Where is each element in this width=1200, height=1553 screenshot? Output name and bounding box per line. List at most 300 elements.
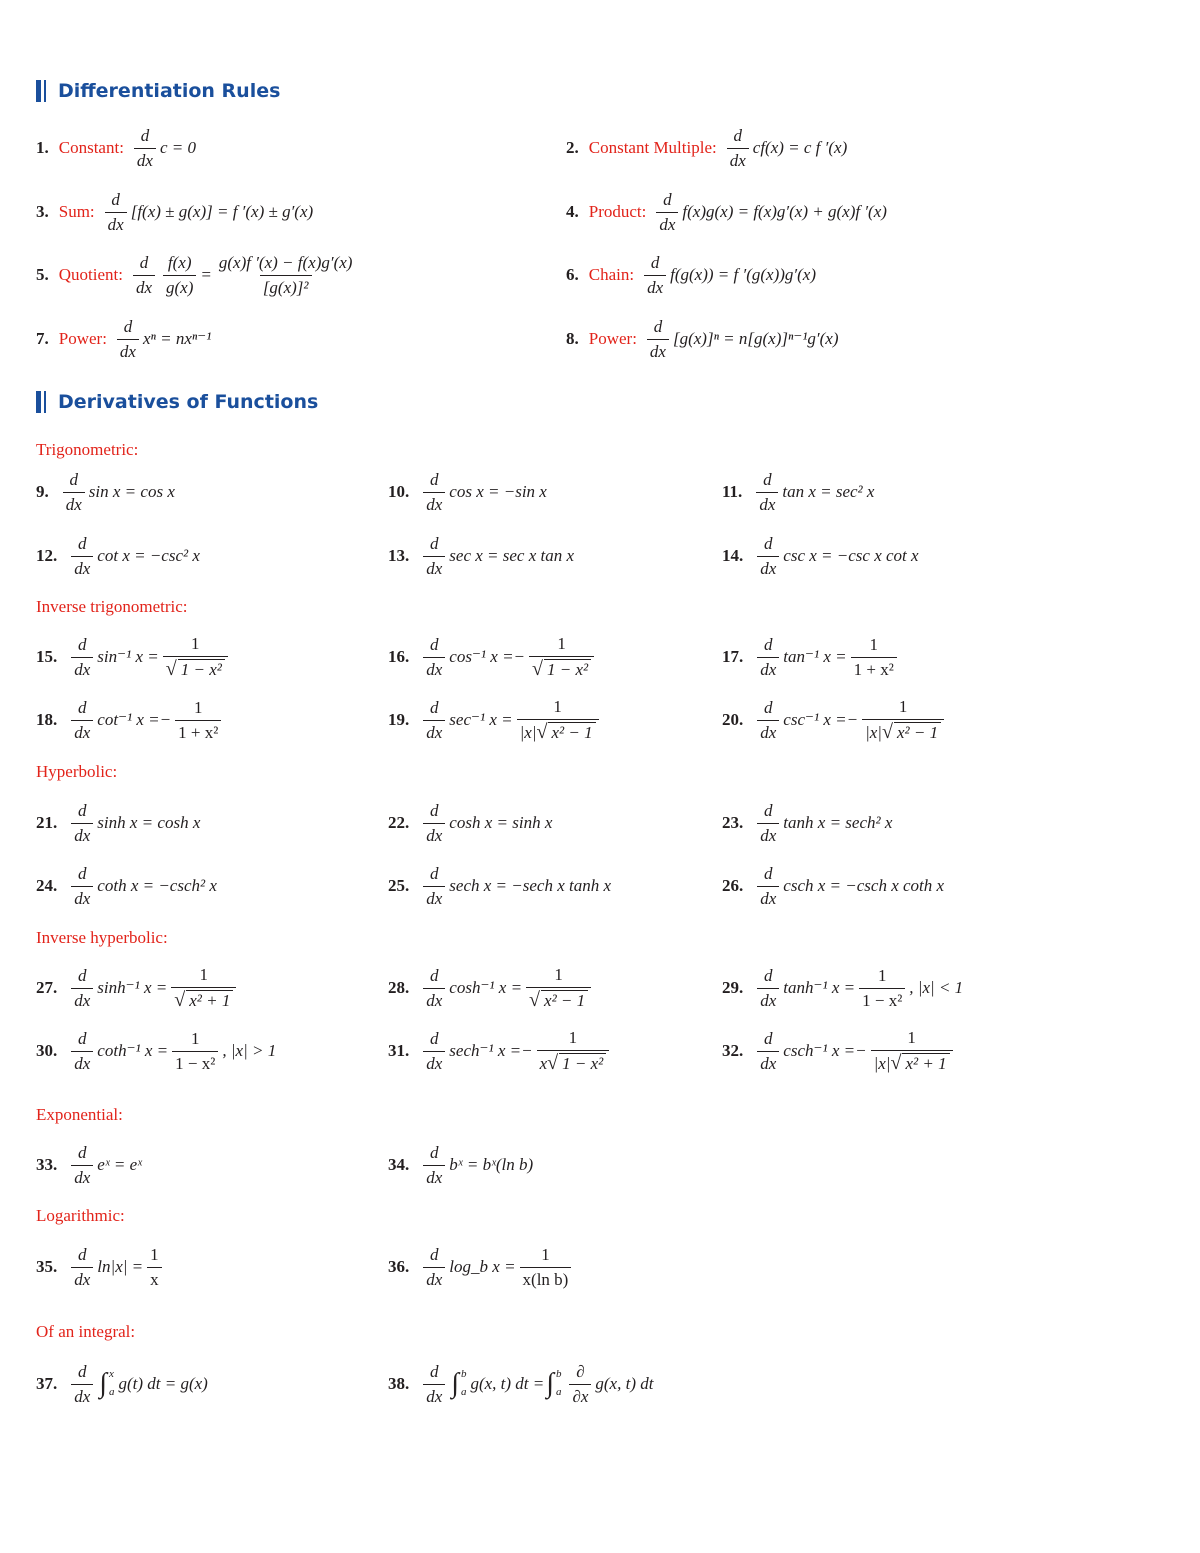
fraction-denominator: dx [423, 1165, 445, 1188]
derivative-expression: tan x = sec² x [782, 482, 875, 501]
fraction-numerator: d [650, 252, 660, 272]
fraction-denominator: dx [423, 823, 445, 846]
category-inverse-trigonometric: Inverse trigonometric: [36, 597, 188, 616]
denominator-group [540, 1054, 607, 1073]
derivative-number: 23. [722, 813, 744, 832]
fraction-denominator: dx [71, 1165, 93, 1188]
derivative-operator [423, 1362, 445, 1406]
derivative-operator [423, 1029, 445, 1073]
denominator-group [529, 991, 588, 1010]
derivative-22 [388, 793, 552, 853]
integral-expression: g(x, t) dt = [470, 1374, 545, 1393]
fraction-denominator: dx [71, 1384, 93, 1407]
derivative-15 [36, 627, 232, 687]
heading-bar-icon [36, 80, 41, 102]
rule-4 [566, 182, 887, 242]
radicand: x² + 1 [902, 1053, 949, 1074]
derivative-operator [71, 1362, 93, 1406]
derivative-lhs: sin⁻¹ x = [97, 647, 159, 666]
fraction-numerator: f(x) [167, 252, 192, 272]
derivative-lhs: log_b x = [449, 1257, 516, 1276]
fraction-denominator: dx [757, 886, 779, 909]
fraction-numerator: d [430, 634, 439, 654]
fraction-numerator: 1 [869, 634, 878, 654]
denominator-prefix: |x| [873, 1054, 891, 1074]
derivative-number: 20. [722, 710, 744, 729]
fraction-numerator: 1 [877, 965, 887, 985]
derivative-25 [388, 856, 611, 916]
lower-limit: a [108, 1386, 115, 1398]
derivative-number: 14. [722, 546, 744, 565]
radical-sign: √ [532, 658, 544, 681]
fraction-numerator: d [78, 697, 87, 717]
category-inverse-hyperbolic: Inverse hyperbolic: [36, 928, 168, 947]
derivative-11 [722, 462, 874, 522]
derivative-13 [388, 526, 574, 586]
derivative-lhs: csch⁻¹ x = [783, 1041, 856, 1060]
minus-sign: − [521, 1041, 533, 1060]
denominator-group [532, 660, 591, 679]
fraction-denominator: dx [423, 720, 445, 743]
fraction-denominator: dx [71, 823, 93, 846]
derivative-21 [36, 793, 200, 853]
fraction-denominator: dx [71, 988, 93, 1011]
result-fraction [171, 965, 236, 1011]
radical-sign: √ [174, 989, 186, 1012]
derivative-lhs: csc⁻¹ x = [783, 710, 847, 729]
fraction-denominator: dx [757, 1051, 779, 1074]
rule-name: Product: [588, 202, 647, 221]
lower-limit: a [555, 1386, 562, 1398]
fraction-numerator: d [430, 1244, 439, 1264]
result-fraction [147, 1245, 162, 1289]
fraction-numerator: 1 [199, 965, 209, 985]
derivative-number: 24. [36, 876, 58, 895]
derivative-number: 16. [388, 647, 410, 666]
derivative-operator [727, 126, 749, 170]
fraction-denominator: dx [105, 212, 127, 235]
derivative-operator [757, 864, 779, 908]
derivative-number: 10. [388, 482, 410, 501]
derivative-expression: sec x = sec x tan x [449, 546, 575, 565]
derivative-operator [105, 190, 127, 234]
minus-sign: − [159, 710, 172, 729]
radical-sign: √ [881, 721, 893, 744]
derivative-38 [388, 1354, 653, 1414]
fraction-numerator: g(x)f ′(x) − f(x)g′(x) [218, 252, 353, 272]
rule-name: Power: [58, 329, 107, 348]
fraction-numerator: d [733, 125, 742, 145]
derivative-12 [36, 526, 200, 586]
fraction-denominator: dx [423, 492, 445, 515]
fraction-denominator: dx [423, 556, 445, 579]
fraction-denominator: 1 − x² [859, 988, 905, 1011]
quotient-fraction [163, 253, 196, 297]
fraction-numerator: d [430, 863, 439, 883]
fraction-denominator: dx [644, 275, 666, 298]
rule-expression: c = 0 [159, 138, 196, 157]
derivative-number: 22. [388, 813, 410, 832]
derivative-number: 34. [388, 1155, 410, 1174]
integral-expression: g(t) dt = g(x) [118, 1374, 208, 1393]
derivative-operator [757, 534, 779, 578]
denominator-prefix: |x| [519, 723, 537, 743]
category-integral: Of an integral: [36, 1322, 136, 1341]
derivative-operator [647, 317, 669, 361]
derivative-16 [388, 627, 598, 687]
square-root [890, 1053, 949, 1074]
result-fraction [517, 697, 599, 743]
derivative-operator [757, 966, 779, 1010]
derivative-expression: csc x = −csc x cot x [783, 546, 919, 565]
derivative-34 [388, 1135, 533, 1195]
derivative-31 [388, 1021, 613, 1081]
fraction-denominator: dx [757, 720, 779, 743]
rule-number: 3. [36, 202, 49, 221]
fraction-numerator: d [430, 1361, 439, 1381]
derivative-number: 13. [388, 546, 410, 565]
fraction-numerator: 1 [557, 634, 566, 654]
fraction-denominator [529, 656, 594, 680]
derivative-29 [722, 958, 963, 1018]
derivative-operator [63, 470, 85, 514]
fraction-numerator: d [140, 125, 150, 145]
fraction-denominator: dx [756, 492, 778, 515]
integral-sign-icon: ∫ [451, 1368, 459, 1399]
integral-expression-rhs: g(x, t) dt [595, 1374, 654, 1393]
derivative-number: 38. [388, 1374, 410, 1393]
square-root [174, 990, 233, 1011]
fraction-numerator: d [430, 1142, 439, 1162]
square-root [882, 722, 941, 743]
fraction-denominator [871, 1050, 953, 1074]
derivative-number: 11. [722, 482, 743, 501]
derivative-operator [71, 534, 93, 578]
derivative-9 [36, 462, 175, 522]
rule-name: Power: [588, 329, 637, 348]
fraction-denominator: x [147, 1267, 162, 1290]
fraction-denominator: dx [71, 657, 93, 680]
derivative-number: 18. [36, 710, 58, 729]
derivative-number: 12. [36, 546, 58, 565]
radical-sign: √ [529, 989, 541, 1012]
fraction-denominator: dx [117, 339, 139, 362]
radicand: 1 − x² [544, 659, 591, 680]
derivative-operator [423, 470, 445, 514]
square-root [547, 1053, 606, 1074]
rule-name: Constant Multiple: [588, 138, 717, 157]
derivative-expression: sinh x = cosh x [97, 813, 201, 832]
radicand: x² − 1 [894, 722, 941, 743]
derivative-operator [134, 126, 156, 170]
radicand: 1 − x² [178, 659, 225, 680]
fraction-denominator: dx [727, 148, 749, 171]
category-trigonometric: Trigonometric: [36, 440, 139, 459]
heading-text: Differentiation Rules [58, 80, 281, 102]
fraction-denominator: dx [757, 823, 779, 846]
derivative-expression: coth x = −csch² x [97, 876, 217, 895]
fraction-numerator: d [78, 800, 87, 820]
fraction-denominator: 1 + x² [851, 657, 897, 680]
derivative-number: 15. [36, 647, 58, 666]
fraction-numerator: 1 [541, 1244, 550, 1264]
section-heading-rules [36, 78, 280, 104]
quotient-result [216, 253, 356, 297]
fraction-numerator: d [78, 1028, 87, 1048]
derivative-18 [36, 690, 225, 750]
derivative-operator [423, 698, 445, 742]
derivative-30 [36, 1021, 276, 1081]
result-fraction [859, 966, 905, 1010]
derivative-number: 19. [388, 710, 410, 729]
fraction-numerator: ∂ [576, 1361, 585, 1381]
radical-sign: √ [890, 1052, 902, 1075]
fraction-denominator: dx [423, 886, 445, 909]
derivative-number: 17. [722, 647, 744, 666]
denominator-group [174, 991, 233, 1010]
fraction-numerator: d [430, 1028, 439, 1048]
derivative-operator [757, 1029, 779, 1073]
derivative-operator [757, 635, 779, 679]
fraction-denominator: g(x) [163, 275, 196, 298]
rule-expression: [g(x)]ⁿ = n[g(x)]ⁿ⁻¹g′(x) [672, 329, 839, 348]
fraction-denominator: dx [133, 275, 155, 298]
derivative-number: 32. [722, 1041, 744, 1060]
fraction-denominator: ∂x [569, 1384, 591, 1407]
derivative-operator [71, 635, 93, 679]
derivative-operator [71, 1245, 93, 1289]
result-fraction [526, 965, 591, 1011]
fraction-numerator: d [78, 533, 87, 553]
minus-sign: − [855, 1041, 867, 1060]
fraction-denominator: dx [423, 1384, 445, 1407]
derivative-number: 27. [36, 978, 58, 997]
derivative-expression: sin x = cos x [88, 482, 175, 501]
fraction-denominator [537, 1050, 610, 1074]
rule-number: 2. [566, 138, 579, 157]
rule-number: 1. [36, 138, 49, 157]
rule-3 [36, 182, 313, 242]
fraction-numerator: d [430, 533, 439, 553]
fraction-numerator: d [78, 863, 87, 883]
result-fraction [520, 1245, 572, 1289]
fraction-numerator: d [764, 800, 773, 820]
rule-6 [566, 245, 816, 305]
rule-expression: f(g(x)) = f ′(g(x))g′(x) [670, 265, 816, 284]
rule-number: 4. [566, 202, 579, 221]
derivative-expression: cot x = −csc² x [97, 546, 200, 565]
fraction-denominator: dx [71, 720, 93, 743]
rule-expression: xⁿ = nxⁿ⁻¹ [142, 329, 212, 348]
square-root [532, 659, 591, 680]
derivative-operator [423, 635, 445, 679]
derivative-number: 30. [36, 1041, 58, 1060]
derivative-lhs: sech⁻¹ x = [449, 1041, 522, 1060]
derivative-expression: tanh x = sech² x [783, 813, 893, 832]
fraction-denominator: dx [71, 1267, 93, 1290]
denominator-prefix: |x| [865, 723, 882, 743]
rule-8 [566, 309, 839, 369]
derivative-lhs: tanh⁻¹ x = [783, 978, 856, 997]
lower-limit: a [460, 1386, 467, 1398]
fraction-denominator [526, 987, 591, 1011]
upper-limit: x [108, 1368, 114, 1381]
fraction-numerator: d [430, 469, 439, 489]
derivative-number: 9. [36, 482, 49, 501]
fraction-numerator: d [78, 1142, 87, 1162]
derivative-24 [36, 856, 217, 916]
integral-limits [461, 1366, 467, 1401]
derivative-number: 37. [36, 1374, 58, 1393]
derivative-operator [117, 317, 139, 361]
fraction-numerator: d [78, 1361, 87, 1381]
fraction-numerator: d [764, 697, 773, 717]
derivative-operator [756, 470, 778, 514]
rule-name: Quotient: [58, 265, 123, 284]
derivative-operator [423, 801, 445, 845]
rule-7 [36, 309, 211, 369]
derivative-number: 35. [36, 1257, 58, 1276]
rule-1 [36, 118, 196, 178]
radical-sign: √ [547, 1052, 559, 1075]
fraction-denominator: dx [757, 657, 779, 680]
fraction-denominator: [g(x)]² [260, 275, 312, 298]
derivative-36 [388, 1237, 575, 1297]
upper-limit: b [460, 1368, 467, 1381]
derivative-number: 29. [722, 978, 744, 997]
fraction-numerator: d [430, 697, 439, 717]
derivative-number: 36. [388, 1257, 410, 1276]
derivative-14 [722, 526, 919, 586]
result-fraction [163, 634, 228, 680]
derivative-expression: cosh x = sinh x [449, 813, 553, 832]
rule-number: 5. [36, 265, 49, 284]
result-fraction [862, 697, 944, 743]
category-hyperbolic: Hyperbolic: [36, 762, 118, 781]
derivative-33 [36, 1135, 142, 1195]
rule-name: Sum: [58, 202, 95, 221]
integral-sign-icon: ∫ [99, 1368, 107, 1399]
heading-bar-icon [36, 391, 41, 413]
integral-limits [556, 1366, 562, 1401]
fraction-denominator [163, 656, 228, 680]
derivative-operator [423, 534, 445, 578]
fraction-numerator: 1 [898, 697, 908, 717]
derivative-number: 31. [388, 1041, 410, 1060]
derivative-operator [423, 1245, 445, 1289]
fraction-denominator: dx [757, 988, 779, 1011]
partial-derivative-operator [569, 1362, 591, 1406]
integral-limits [109, 1366, 115, 1401]
rule-number: 8. [566, 329, 579, 348]
derivative-number: 21. [36, 813, 58, 832]
derivative-operator [71, 801, 93, 845]
radical-sign: √ [165, 658, 177, 681]
fraction-denominator [517, 719, 599, 743]
domain-condition: , |x| < 1 [909, 978, 964, 997]
rule-number: 7. [36, 329, 49, 348]
fraction-numerator: d [69, 469, 79, 489]
result-fraction [529, 634, 594, 680]
derivative-number: 33. [36, 1155, 58, 1174]
fraction-denominator: dx [71, 1051, 93, 1074]
rule-expression: f(x)g(x) = f(x)g′(x) + g(x)f ′(x) [682, 202, 887, 221]
derivative-27 [36, 958, 240, 1018]
derivative-operator [71, 966, 93, 1010]
minus-sign: − [846, 710, 859, 729]
result-fraction [871, 1028, 953, 1074]
fraction-denominator: dx [757, 556, 779, 579]
fraction-numerator: d [653, 316, 663, 336]
fraction-numerator: 1 [150, 1244, 159, 1264]
rule-expression: cf(x) = c f ′(x) [752, 138, 848, 157]
square-root [529, 990, 588, 1011]
derivative-expression: eˣ = eˣ [97, 1155, 142, 1174]
result-fraction [172, 1029, 218, 1073]
denominator-prefix: x [539, 1054, 548, 1074]
square-root [537, 722, 596, 743]
derivative-28 [388, 958, 595, 1018]
derivative-operator [656, 190, 678, 234]
derivative-lhs: tan⁻¹ x = [783, 647, 847, 666]
integral-sign-icon: ∫ [546, 1368, 554, 1399]
fraction-numerator: d [139, 252, 149, 272]
result-fraction [537, 1028, 610, 1074]
fraction-denominator: dx [134, 148, 156, 171]
derivative-operator [757, 801, 779, 845]
derivative-operator [757, 698, 779, 742]
result-fraction [175, 698, 221, 742]
denominator-group [520, 723, 596, 742]
denominator-group [874, 1054, 950, 1073]
fraction-numerator: d [764, 1028, 773, 1048]
fraction-denominator [862, 719, 944, 743]
derivative-expression: cos x = −sin x [449, 482, 547, 501]
fraction-denominator: dx [423, 1051, 445, 1074]
minus-sign: − [513, 647, 526, 666]
derivative-26 [722, 856, 944, 916]
derivative-expression: bˣ = bˣ(ln b) [449, 1155, 534, 1174]
fraction-numerator: d [764, 533, 773, 553]
rule-5 [36, 245, 359, 305]
square-root [166, 659, 225, 680]
derivative-lhs: sinh⁻¹ x = [97, 978, 168, 997]
derivative-operator [71, 1143, 93, 1187]
fraction-numerator: 1 [553, 697, 562, 717]
fraction-numerator: 1 [568, 1028, 578, 1048]
rule-expression: [f(x) ± g(x)] = f ′(x) ± g′(x) [130, 202, 314, 221]
fraction-numerator: d [78, 965, 87, 985]
fraction-denominator: dx [647, 339, 669, 362]
derivative-number: 28. [388, 978, 410, 997]
fraction-numerator: d [430, 800, 439, 820]
fraction-denominator: 1 − x² [172, 1051, 218, 1074]
fraction-denominator: dx [63, 492, 85, 515]
fraction-denominator: dx [423, 988, 445, 1011]
derivative-operator [71, 1029, 93, 1073]
section-heading-functions [36, 389, 318, 415]
category-exponential: Exponential: [36, 1105, 123, 1124]
heading-text: Derivatives of Functions [58, 391, 319, 413]
derivative-operator [423, 864, 445, 908]
fraction-denominator: dx [71, 556, 93, 579]
fraction-numerator: d [111, 189, 120, 209]
derivative-19 [388, 690, 603, 750]
derivative-17 [722, 627, 901, 687]
derivative-10 [388, 462, 547, 522]
fraction-denominator: dx [656, 212, 678, 235]
derivative-operator [644, 253, 666, 297]
